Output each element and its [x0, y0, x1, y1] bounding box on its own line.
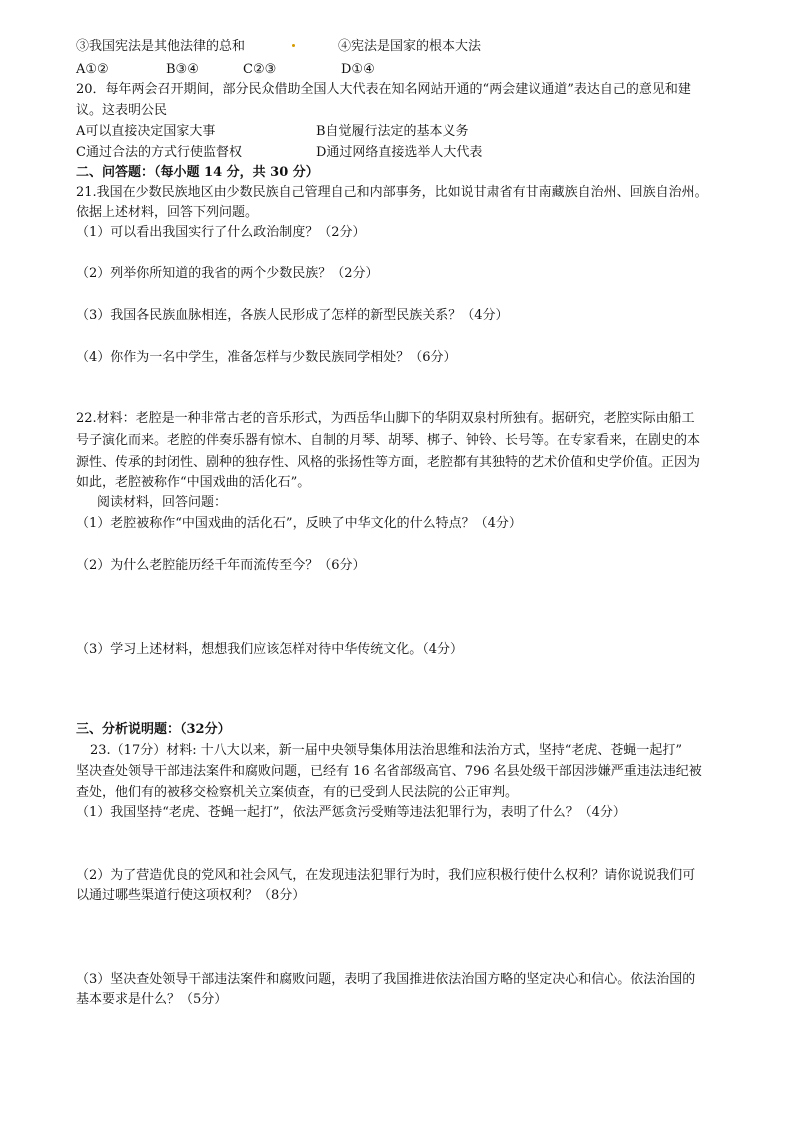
q19-statement-4: ④宪法是国家的根本大法	[338, 39, 482, 54]
q20-option-d: D通过网络直接选举人大代表	[316, 145, 483, 160]
q22-material-line2: 号子演化而来。老腔的伴奏乐器有惊木、自制的月琴、胡琴、梆子、钟铃、长号等。在专家看来，在剧史的本	[76, 433, 701, 448]
decorative-dot	[292, 44, 295, 47]
q23-sub-question-1: （1）我国坚持“老虎、苍蝇一起打”，依法严惩贪污受贿等违法犯罪行为，表明了什么？（4分）	[76, 805, 626, 820]
q22-sub-question-1: （1）老腔被称作“中国戏曲的活化石”，反映了中华文化的什么特点？（4分）	[76, 516, 522, 531]
section3-title: 三、分析说明题：（32分）	[76, 722, 231, 737]
q20-stem-line2: 议。这表明公民	[76, 103, 168, 118]
q20-option-b: B自觉履行法定的基本义务	[316, 124, 469, 139]
q21-sub-question-2: （2）列举你所知道的我省的两个少数民族？（2分）	[76, 266, 379, 281]
q23-sub-question-3-line1: （3）坚决查处领导干部违法案件和腐败问题，表明了我国推进依法治国方略的坚定决心和信心。依法治国的	[76, 972, 696, 987]
q19-option-b: B③④	[166, 62, 199, 77]
q22-material-line4: 如此，老腔被称作“中国戏曲的活化石”。	[76, 475, 311, 490]
q21-sub-question-3: （3）我国各民族血脉相连，各族人民形成了怎样的新型民族关系？（4分）	[76, 308, 509, 323]
q21-material-line2: 依据上述材料，回答下列问题。	[76, 205, 259, 220]
q20-option-c: C通过合法的方式行使监督权	[76, 145, 242, 160]
q22-material-line3: 源性、传承的封闭性、剧种的独存性、风格的张扬性等方面，老腔都有其独特的艺术价值和史学价值。正因为	[76, 455, 701, 470]
q23-material-line1: 23.（17分）材料: 十八大以来，新一届中央领导集体用法治思维和法治方式，坚持“老虎、苍蝇一起打”	[90, 743, 683, 758]
q21-material-line1: 21.我国在少数民族地区由少数民族自己管理自己和内部事务，比如说甘肃省有甘南藏族自治州、回族自治州。	[76, 185, 708, 200]
q20-option-a: A可以直接决定国家大事	[76, 124, 216, 139]
q19-option-a: A①②	[76, 62, 109, 77]
q21-sub-question-4: （4）你作为一名中学生，准备怎样与少数民族同学相处？（6分）	[76, 350, 457, 365]
q23-sub-question-2-line1: （2）为了营造优良的党风和社会风气，在发现违法犯罪行为时，我们应积极行使什么权利？请你说说我们可	[76, 868, 696, 883]
q19-option-c: C②③	[243, 62, 277, 77]
q22-material-line1: 22.材料：老腔是一种非常古老的音乐形式，为西岳华山脚下的华阴双泉村所独有。据研究，老腔实际由船工	[76, 411, 695, 426]
q19-option-d: D①④	[341, 62, 375, 77]
section2-title: 二、问答题：（每小题 14 分，共 30 分）	[76, 165, 319, 180]
q23-sub-question-2-line2: 以通过哪些渠道行使这项权利？（8分）	[76, 888, 306, 903]
q22-sub-question-2: （2）为什么老腔能历经千年而流传至今？（6分）	[76, 558, 366, 573]
q22-instruction: 阅读材料，回答问题：	[97, 495, 228, 510]
q22-sub-question-3: （3）学习上述材料，想想我们应该怎样对待中华传统文化。（4分）	[76, 642, 464, 657]
q19-statement-3: ③我国宪法是其他法律的总和	[76, 39, 246, 54]
q20-stem-line1: 20．每年两会召开期间，部分民众借助全国人大代表在知名网站开通的“两会建议通道”表达自己的意见和建	[76, 82, 691, 97]
q23-material-line2: 坚决查处领导干部违法案件和腐败问题，已经有 16 名省部级高官、796 名县处级干部因涉嫌严重违法违纪被	[76, 764, 702, 779]
q23-material-line3: 查处，他们有的被移交检察机关立案侦查，有的已受到人民法院的公正审判。	[76, 785, 519, 800]
q23-sub-question-3-line2: 基本要求是什么？（5分）	[76, 992, 228, 1007]
q21-sub-question-1: （1）可以看出我国实行了什么政治制度？（2分）	[76, 225, 366, 240]
